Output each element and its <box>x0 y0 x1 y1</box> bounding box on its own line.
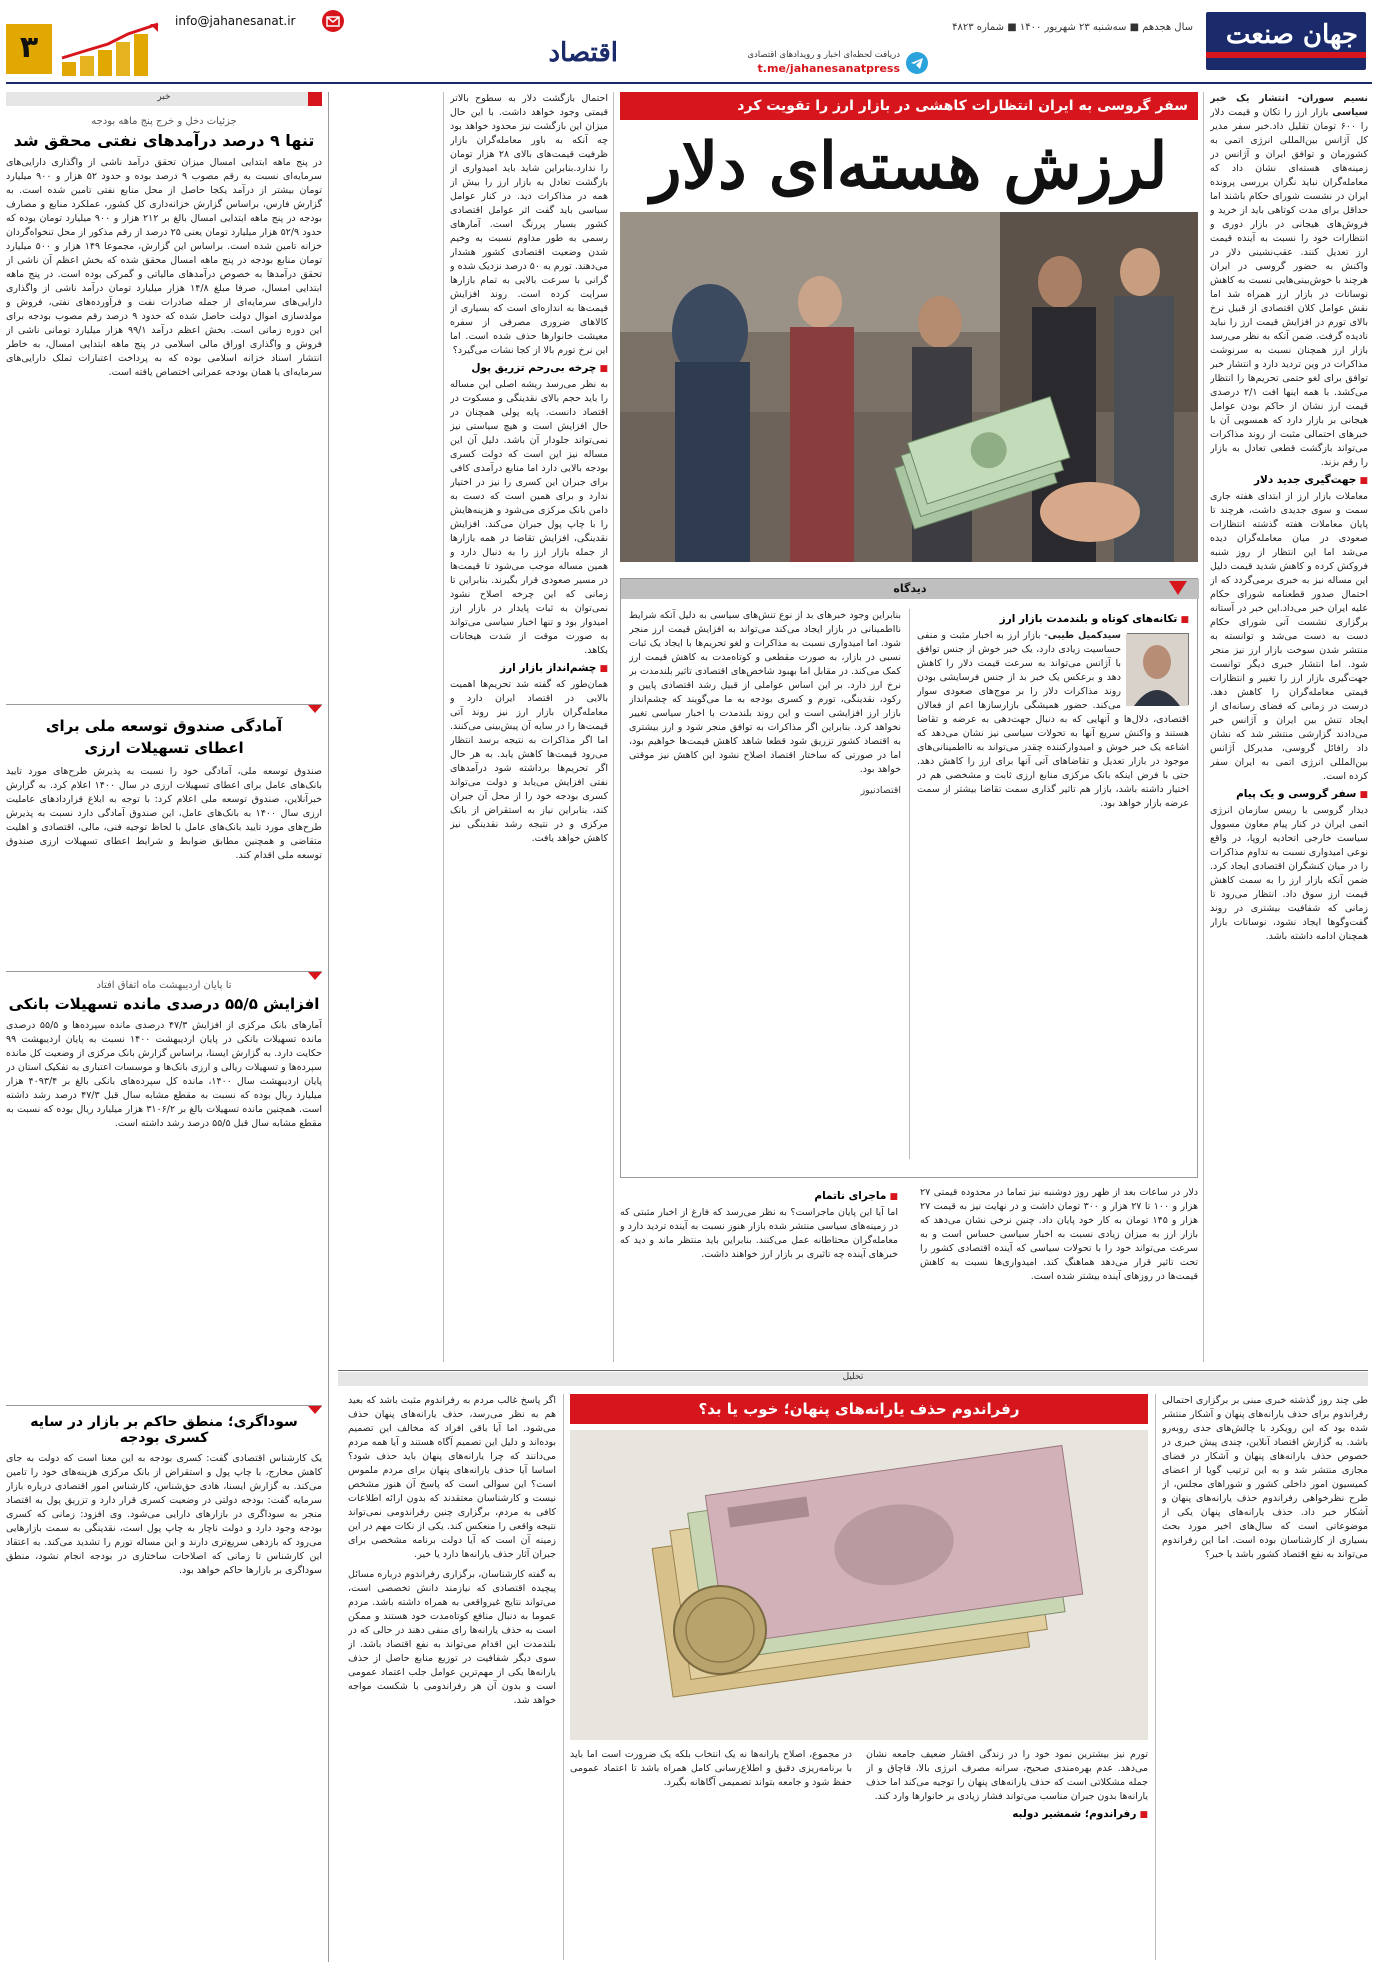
bottom-col-right-text: طی چند روز گذشته خبری مبنی بر برگزاری احتمالی رفراندوم برای حذف یارانه‌های پنهان و آشکار منتشر شده بود که این رویکرد با چالش‌های جدی روبه‌رو باشد. به گزارش اقتصاد آنلاین، چندی پیش خبری در خصوص حذف یارانه‌های پنهان و آشکار در فضای مجازی منتشر شد و به این ترتیب گویا از اعضای کمیسیون امور داخلی کشور و شوراهای مجلس، از طرح نظرخواهی رفراندوم حذف یارانه‌های پنهان و آشکار خبر داد. حذف یارانه‌های پنهان یکی از موضوعاتی است که سال‌های اخیر مورد بحث بسیاری از کارشناسان بوده است. اما این رفراندوم می‌تواند به نفع اقتصاد کشور باشد یا خیر؟ <box>1162 1395 1368 1560</box>
sidebar-label: خبر <box>157 92 171 102</box>
lead-col2-text-b: به نظر می‌رسد ریشه اصلی این مساله را باید حجم بالای نقدینگی و مسکوت در اقتصاد دانست. پایه پولی همچنان در حال افزایش است و هیچ سیاستی نیز نمی‌تواند جلودار آن باشد. دلیل آن این مساله نیز این است که دولت کسری بودجه بالایی دارد اما منابع درآمدی کافی برای جبران این کسری را نیز در اختیار ندارد و برای همین است که دست به دامن بانک مرکزی می‌شود و هزینه‌هایش را با چاپ پول جبران می‌کند. افزایش نقدینگی، افزایش تقاضا در همه بازارها از جمله بازار ارز را به دنبال دارد و همین مساله موجب می‌شود تا قیمت‌ها در مسیر صعودی قرار بگیرند. بنابراین تا زمانی که این چرخه اصلاح نشود نمی‌توان به ثبات پایدار در بازار ارز امیدوار بود و تنها اخبار سیاسی می‌تواند به صورت موقت از شدت هیجانات بکاهد. <box>450 379 608 656</box>
sidebar-arrow-icon <box>308 92 322 106</box>
s3-kicker: تا پایان اردیبهشت ماه اتفاق افتاد <box>96 980 232 991</box>
bottom-col-right-b: تورم نیز بیشترین نمود خود را در زندگی اقشار ضعیف جامعه نشان می‌دهد. عدم بهره‌مندی صحیح، سرانه مصرف انرژی بالا، قاچاق و از جمله مشکلاتی است که حذف یارانه‌های پنهان را توجیه می‌کند اما حذف یارانه‌ها بدون جبران مناسب می‌تواند فشار زیادی بر خانوارها وارد کند. <box>866 1749 1148 1802</box>
issue-line: سال هجدهم ■ سه‌شنبه ۲۳ شهریور ۱۴۰۰ ■ شماره ۴۸۲۳ <box>952 22 1193 33</box>
lead-col2 <box>450 92 608 1322</box>
s2-divider <box>6 704 322 705</box>
bottom-col-mid <box>348 1394 556 1960</box>
lead-col1-text-b: معاملات بازار ارز از ابتدای هفته جاری سمت و سوی جدیدی داشت، هرچند تا پایان معاملات هفته گذشته انتظارات صعودی در میان معامله‌گران دیده می‌شد اما این انتظار از روز شنبه فروکش کرده و کاهش شدید قیمت دلیل این مساله نیز به خبری برمی‌گردد که از احتمال صدور قطعنامه شورای حکام علیه ایران خبر می‌داد.این خبر در آستانه برگزاری نشست آتی شورای حکام دست به دست می‌شد و توانسته به منتشر شدن سوخت بازار ارز نیز منجر شود. اما انتشار خبری دیگر توانست جهت‌گیری بازار ارز را تغییر و انتظارات قیمتی معامله‌گران را کاهش دهد. درست در زمانی که فضای رسانه‌ای از ایجاد تنش بین ایران و آژانس خبر می‌دادند گزارشی منتشر شد که نشان داد رافائل گروسی، مدیرکل آژانس بین‌المللی انرژی اتمی به ایران سفر کرده است. <box>1210 491 1368 782</box>
lead-kicker: سفر گروسی به ایران انتظارات کاهشی در بازار ارز را تقویت کرد <box>737 98 1188 114</box>
col-rule <box>443 92 444 1362</box>
opinion-title: ■ تکانه‌های کوتاه و بلندمدت بازار ارز <box>917 613 1189 625</box>
bottom-mid-lower-right <box>866 1748 1148 1960</box>
bottom-col-right <box>1162 1394 1368 1960</box>
lead-bottom-col-left <box>620 1186 898 1366</box>
bottom-col-left-text: به گفته کارشناسان، برگزاری رفراندوم درباره مسائل پیچیده اقتصادی که نیازمند دانش تخصصی است، می‌تواند نتایج غیرواقعی به همراه داشته باشد. مردم عموما به دنبال منافع کوتاه‌مدت خود هستند و ممکن است به حذف یارانه‌ها رای منفی دهند در حالی که در بلندمدت این اقدام می‌تواند به نفع اقتصاد باشد. از سوی دیگر شفافیت در توزیع منابع حاصل از حذف یارانه‌ها یکی از مهم‌ترین عوامل جلب اعتماد عمومی است و بدون آن هر رفراندومی با شکست مواجه خواهد شد. <box>348 1569 556 1706</box>
opinion-label-bar <box>621 579 1199 599</box>
bottom-story-label: تحلیل <box>842 1372 864 1382</box>
s1-headline: تنها ۹ درصد درآمدهای نفتی محقق شد <box>13 131 315 150</box>
bottom-headline: رفراندوم حذف یارانه‌های پنهان؛ خوب یا بد؟ <box>698 1400 1020 1418</box>
s4-divider <box>6 1405 322 1406</box>
opinion-label: دیدگاه <box>893 582 927 595</box>
lead-col1 <box>1210 92 1368 1322</box>
opinion-source: اقتصادنیوز <box>860 785 901 796</box>
lead-col1-text-c: دیدار گروسی با رییس سازمان انرژی اتمی ایران در کنار پیام معاون مسوول سیاست خارجی اتحادیه اروپا، در واقع نوعی امیدواری نسبت به تداوم مذاکرات را در میان کنشگران اقتصادی ایجاد کرد. ضمن آنکه بازار ارز را به سمت کاهش قیمت ارز سوق داد. انتظار می‌رود تا زمانی که شفافیت بیشتری در روند گفت‌وگوها ایجاد نشود، نوسانات بازار همچنان ادامه داشته باشد. <box>1210 805 1368 942</box>
lead-col2-text: احتمال بازگشت دلار به سطوح بالاتر قیمتی وجود خواهد داشت. با این حال میزان این بازگشت نیز محدود خواهد بود چه آنکه به باور معامله‌گران بازار ظرفیت قیمت‌های بالای ۲۸ هزار تومان را ندارد.بنابراین شاید باید امیدواری از بازگشت تعادل به بازار ارز را بیش از همه در مذاکرات دید. در کنار عوامل سیاسی باید گفت اثر عوامل اقتصادی کشور بسیار پررنگ است. آمارهای رسمی به طور مداوم نسبت به وخیم شدن وضعیت اقتصادی کشور هشدار می‌دهند. تورم به ۵۰ درصد نزدیک شده و گرانی با سرعت بالایی به تمام بازارها سرایت کرده است. روند افزایش قیمت‌ها به اندازه‌ای است که بسیاری از کالاهای ضروری مصرفی از سفره معیشت خانوارها حذف شده است. اما این نرخ تورم بالا از کجا نشات می‌گیرد؟ <box>450 93 608 356</box>
s4-headline: سوداگری؛ منطق حاکم بر بازار در سایه کسری بودجه <box>30 1414 298 1446</box>
lead-bottom-col-right <box>920 1186 1198 1366</box>
opinion-text-a: سیدکمیل طیبی- بازار ارز به اخبار مثبت و منفی حساسیت زیادی دارد، یک خبر خوش از جنس توافق با آژانس می‌تواند به سرعت قیمت دلار را کاهش دهد و برعکس یک خبر بد از جنس فرسایشی بودن روند مذاکرات دلار را بر موج‌های صعودی سوار می‌کند. حضور همیشگی بازارسازها اعم از فعالان اقتصادی، دلال‌ها و آنهایی که به دنبال جهت‌دهی به عرضه و تقاضا هستند و واکنش سریع آنها به تحولات سیاسی نیز نشان می‌دهد که اشاعه یک خبر خوش و امیدوارکننده چقدر می‌تواند به نااطمینانی‌های موجود در بازار تعدیل و تقاضاهای آتی آنها برای ارز را کاهش دهد. حتی با فرض اینکه بانک مرکزی منابع ارزی ثابت و مشخصی هم در اختیار داشته باشد، بازار هم تاثیر گذاری سمت تقاضا بیشتر از سمت عرضه بازار خواهد بود. <box>917 630 1189 809</box>
lead-bottom-text: دلار در ساعات بعد از ظهر روز دوشنبه نیز تماما در محدوده قیمتی ۲۷ هزار و ۱۰۰ تا ۲۷ هزار و ۳۰۰ تومان داشت و در نهایت نیز به قیمت ۲۷ هزار و ۱۴۵ تومان به کار خود پایان داد. چنین نرخی نشان می‌دهد که بازار ارز به میزان زیادی نسبت به اخبار سیاسی حساس است و به سرعت می‌تواند خود را با تحولات سیاسی که آینده اقتصادی کشور را تحت تاثیر قرار می‌دهد هماهنگ کند. امیدواری‌ها نسبت به کاهش قیمت‌ها در روزهای آینده بیشتر شده است. <box>920 1187 1198 1282</box>
col-rule <box>563 1394 564 1960</box>
opinion-text-b: بنابراین وجود خبرهای بد از نوع تنش‌های سیاسی به دلیل آنکه شرایط نااطمینانی در بازار ایجاد می‌کند می‌تواند به افزایش قیمت ارز منجر شود. اما امیدواری نسبت به مذاکرات و لغو تحریم‌ها با ایجاد یک ثبات نسبی در بازار، به صورت مقطعی و کوتاه‌مدت به کاهش قیمت ارز کمک می‌کند. در مقابل اما بهبود شاخص‌های اقتصادی تاثیر بلندمدت بر نرخ ارز دارد. بر این اساس عواملی از قبیل رشد اقتصادی پایین و رکود، نقدینگی، تورم و کسری بودجه به ما می‌گویند که چشم‌انداز بازار ارز افزایشی است و این روند بلندمدت با اخبار سیاسی تغییر نخواهد کرد. بنابراین اگر مذاکرات به توافق منجر شود و ارز بیشتری به اقتصاد کشور تزریق شود قطعا شاهد کاهش قیمت‌ها خواهیم بود، اما در صورتی که ساختار اقتصاد اصلاح نشود این کاهش نیز موقتی خواهد بود. <box>629 610 901 775</box>
masthead-rule <box>6 82 1372 84</box>
opinion-col-right <box>917 609 1189 1159</box>
col-rule <box>1203 92 1204 1362</box>
logo-text: جهان صنعت <box>1225 20 1358 50</box>
s4-text: یک کارشناس اقتصادی گفت: کسری بودجه به این معنا است که دولت به جای کاهش مخارج، با چاپ پول و استقراض از بانک مرکزی هزینه‌های خود را تامین می‌کند. به گزارش ایسنا، هادی حق‌شناس، کارشناس امور اقتصادی درباره بازار سرمایه گفت: بودجه دولتی در وضعیت کسری قرار دارد و تزریق پول به اقتصاد منجر به سوداگری در بازارهای دارایی می‌شود. وی افزود: زمانی که کسری بودجه وجود دارد و دولت ناچار به چاپ پول است، نقدینگی به سمت بازارهایی می‌رود که بازدهی سریع‌تری دارند و این مساله تورم را تشدید می‌کند. به اعتقاد این کارشناس تا زمانی که اصلاحات ساختاری در بودجه انجام نشود، منطق سوداگری بر بازارها حاکم خواهد بود. <box>6 1453 322 1576</box>
email[interactable]: info@jahanesanat.ir <box>175 14 296 28</box>
lead-sub5: ■ ماجرای ناتمام <box>620 1190 898 1202</box>
s3-text: آمارهای بانک مرکزی از افزایش ۴۷/۳ درصدی مانده سپرده‌ها و ۵۵/۵ درصدی مانده تسهیلات بانکی در پایان اردیبهشت ۱۴۰۰ نسبت به پایان اردیبهشت ۹۹ حکایت دارد. به گزارش ایسنا، براساس گزارش بانک مرکزی از وضعیت کل مانده سپرده‌ها و تسهیلات ریالی و ارزی بانک‌ها و موسسات اعتباری به تفکیک استان در پایان اردیبهشت سال ۱۴۰۰، مانده کل سپرده‌های بانکی بالغ بر ۴۰۹۳/۴ هزار میلیارد ریال بوده که نسبت به مقطع مشابه سال قبل ۴۷/۳ درصد رشد داشته است. همچنین مانده تسهیلات بالغ بر ۳۱۰۶/۲ هزار میلیارد ریال بوده که نسبت به مقطع مشابه سال قبل ۵۵/۵ درصد رشد داشته است. <box>6 1020 322 1129</box>
logo <box>1206 12 1366 70</box>
lead-sub4: ■ چشم‌انداز بازار ارز <box>450 662 608 674</box>
sidebar-label-bar <box>6 92 322 106</box>
masthead <box>0 0 1378 82</box>
s3-divider <box>6 971 322 972</box>
s1-text: در پنج ماهه ابتدایی امسال میزان تحقق درآمد ناشی از واگذاری دارایی‌های سرمایه‌ای نسبت به رقم مصوب ۹ درصد بوده و حدود ۵۲ هزار و ۹۰۰ میلیارد تومان بیشتر از درآمد یکجا حاصل از محل منابع نفتی تامین شده است. به گزارش فارس، براساس گزارش خزانه‌داری کل کشور، عملکرد منابع و مصارف بودجه در پنج ماهه ابتدایی امسال بالغ بر ۲۱۲ هزار و ۹۰۰ میلیارد تومان بوده که حدود ۵۲/۹ هزار میلیارد تومان یعنی ۲۵ درصد از رقم مذکور از محل تنخواه‌گردان خزانه تامین شده است. براساس این گزارش، مجموعا ۱۴۹ هزار و ۵۰۰ میلیارد تومان منابع بودجه در پنج ماهه امسال محقق شده که بخش اعظم آن ناشی از تحقق درآمدها به خصوص درآمدهای مالیاتی و گمرکی بوده است. در پنج ماهه ابتدایی امسال، صرفا مبلغ ۱۴/۸ هزار میلیارد تومان درآمد ناشی از واگذاری دارایی‌های سرمایه‌ای از جمله صادرات نفت و فرآورده‌های نفتی، فروش و مولدسازی اموال دولت حاصل شده که حدود ۹ درصد رقم مصوب بودجه برای این دوره زمانی است. بخش اعظم درآمد ۹۹/۱ هزار میلیارد تومانی ناشی از فروش و واگذاری اوراق مالی اسلامی در پنج ماهه ابتدایی امسال، به خاطر انتشار اسناد خزانه اسلامی بوده که به پرداخت اعتبارات تملک دارایی‌های سرمایه‌ای یا همان بودجه عمرانی اختصاص یافته است. <box>6 157 322 378</box>
bottom-col-mid-b: در مجموع، اصلاح یارانه‌ها نه یک انتخاب بلکه یک ضرورت است اما باید با برنامه‌ریزی دقیق و اطلاع‌رسانی کامل همراه باشد تا اعتماد عمومی حفظ شود و جامعه بتواند تصمیمی آگاهانه بگیرد. <box>570 1749 852 1788</box>
page-number-box <box>6 24 52 74</box>
author-photo <box>1127 633 1189 705</box>
email-icon <box>322 10 344 32</box>
col-rule <box>909 609 910 1159</box>
col-rule <box>1155 1394 1156 1960</box>
opinion-box <box>620 578 1198 1178</box>
lead-col2-text-c: همان‌طور که گفته شد تحریم‌ها اهمیت بالایی در اقتصاد ایران دارد و معامله‌گران بازار ارز نیز روند آتی قیمت‌ها را در سایه آن پیش‌بینی می‌کنند. اما اگر مذاکرات به نتیجه برسد انتظار می‌رود قیمت‌ها کاهش یابد. به هر حال اگر تحریم‌ها برداشته شود درآمدهای نفتی افزایش می‌یابد و دولت می‌تواند کسری بودجه خود را از محل آن جبران کند، بنابراین نیاز به استقراض از بانک مرکزی و در نتیجه رشد نقدینگی نیز کاهش خواهد یافت. <box>450 679 608 844</box>
lead-photo <box>620 212 1198 562</box>
sidebar <box>6 92 322 1962</box>
bottom-col-mid-text: اگر پاسخ غالب مردم به رفراندوم مثبت باشد که بعید هم به نظر می‌رسد، حذف یارانه‌های پنهان حذف می‌شود. اما آیا باقی افراد که مخالف این تصمیم بوده‌اند و دلیل این تصمیم آگاه هستند و آیا همه مردم می‌دانند که چرا یارانه‌های پنهان باید حذف شود؟ اساسا آیا حذف یارانه‌های پنهان برای مردم ملموس است؟ این سوالی است که پاسخ آن هنوز مشخص نیست و کارشناسان معتقدند که بدون ارائه اطلاعات کافی به مردم، برگزاری چنین رفراندومی نمی‌تواند نتیجه واقعی را منعکس کند. یکی از نکات مهم در این زمینه آن است که آیا دولت برنامه مشخصی برای جبران آثار حذف یارانه‌ها دارد یا خیر. <box>348 1395 556 1560</box>
opinion-arrow-icon <box>1169 581 1187 597</box>
s2-headline: آمادگی صندوق توسعه ملی برای اعطای تسهیلات ارزی <box>45 717 283 757</box>
bottom-story-rule <box>338 1370 1368 1371</box>
col-rule <box>613 92 614 1362</box>
s2-text: صندوق توسعه ملی، آمادگی خود را نسبت به پذیرش طرح‌های مورد تایید بانک‌های عامل برای اعطای تسهیلات ارزی در سال ۱۴۰۰ اعلام کرد. به گزارش خبرآنلاین، صندوق توسعه ملی اعلام کرد: با توجه به ابلاغ قراردادهای عاملیت ارزی سال ۱۴۰۰ به بانک‌های عامل، این صندوق آمادگی دارد نسبت به پذیرش طرح‌های مورد تایید بانک‌های عامل با لحاظ توجیه فنی، مالی، اقتصادی و اهلیت متقاضی و همچنین مطابق ضوابط و شرایط اعطای تسهیلات ارزی صندوق توسعه ملی اقدام کند. <box>6 766 322 861</box>
telegram-block <box>698 50 928 76</box>
logo-red-accent <box>1206 52 1366 58</box>
bottom-headline-bar <box>570 1394 1148 1424</box>
s3-headline: افزایش ۵۵/۵ درصدی مانده تسهیلات بانکی <box>8 995 320 1013</box>
bottom-mid-lower <box>570 1748 1148 1960</box>
divider-arrow-icon <box>308 705 322 713</box>
telegram-link[interactable]: t.me/jahanesanatpress <box>757 62 900 75</box>
telegram-icon <box>906 52 928 74</box>
coins-chart-icon <box>58 22 168 78</box>
lead-bottom-text-b: اما آیا این پایان ماجراست؟ به نظر می‌رسد که فارغ از اخبار مثبتی که در زمینه‌های سیاسی منتشر شده بازار هنوز نسبت به آینده تردید دارد و معامله‌گران محتاطانه عمل می‌کنند. بنابراین باید منتظر ماند و دید که خبرهای آینده چه تاثیری بر بازار ارز خواهند داشت. <box>620 1207 898 1260</box>
page-number: ۳ <box>19 30 39 65</box>
lead-bottom <box>620 1186 1198 1366</box>
lead-sub1: ■ جهت‌گیری جدید دلار <box>1210 474 1368 486</box>
telegram-caption: دریافت لحظه‌ای اخبار و رویدادهای اقتصادی <box>747 50 900 60</box>
bottom-mid-lower-left <box>570 1748 852 1960</box>
lead-headline: لرزش هسته‌ای دلار <box>650 129 1168 204</box>
divider-arrow-icon <box>308 1406 322 1414</box>
bottom-sub-right: ■ رفراندوم؛ شمشیر دولبه <box>866 1808 1148 1820</box>
lead-byline: نسیم سوران- انتشار یک خبر سیاسی بازار ارز را تکان و قیمت دلار را ۶۰۰ تومان تقلیل داد.خبر سفر مدیر کل آژانس بین‌المللی انرژی اتمی به کشورمان و توافق ایران و آژانس در زمینه‌های هسته‌ای نشان داد که معامله‌گران نباید نگران بررسی پرونده ایران در نشست شورای حکام باشند اما حداقل برای مدت کوتاهی باید از خرید و فروش‌های هیجانی در بازار دوری و انتظارات خود را نسبت به آینده قیمت ارز تعدیل کنند. عقب‌نشینی دلار در واکنش به حضور گروسی در ایران هرچند با خوش‌بینی‌هایی نسبت به کاهش نوسانات در بازار ارز همراه شد اما نقش عوامل کلان اقتصادی از قبیل نرخ بالای تورم در افزایش قیمت ارز را نباید نادیده گرفت. ضمن آنکه به نظر می‌رسد بازار ارز همچنان نسبت به سرنوشت مذاکرات در وین تردید دارد و انتشار خبر توافق برای لغو حتمی تحریم‌ها را انتظار می‌کشد. با همه اینها افت ۲/۱ درصدی قیمت ارز نشان از حاکم بودن عوامل هیجانی بر بازار دارد که همسویی آن با خبرهای احتمالی مثبت از روند مذاکرات می‌تواند بازگشت قطعی تعادل به بازار را رقم بزند. <box>1210 93 1368 468</box>
lead-kicker-bar <box>620 92 1198 120</box>
lead-sub2: ■ سفر گروسی و یک پیام <box>1210 788 1368 800</box>
bottom-story-label-bar <box>338 1372 1368 1386</box>
divider-arrow-icon <box>308 972 322 980</box>
col-rule <box>328 92 329 1962</box>
s1-kicker: جزئیات دخل و خرج پنج ماهه بودجه <box>91 116 237 127</box>
opinion-col-left <box>629 609 901 1159</box>
bottom-photo <box>570 1430 1148 1740</box>
section-title: اقتصاد <box>548 38 618 68</box>
lead-sub3: ■ چرخه بی‌رحم تزریق پول <box>450 362 608 374</box>
